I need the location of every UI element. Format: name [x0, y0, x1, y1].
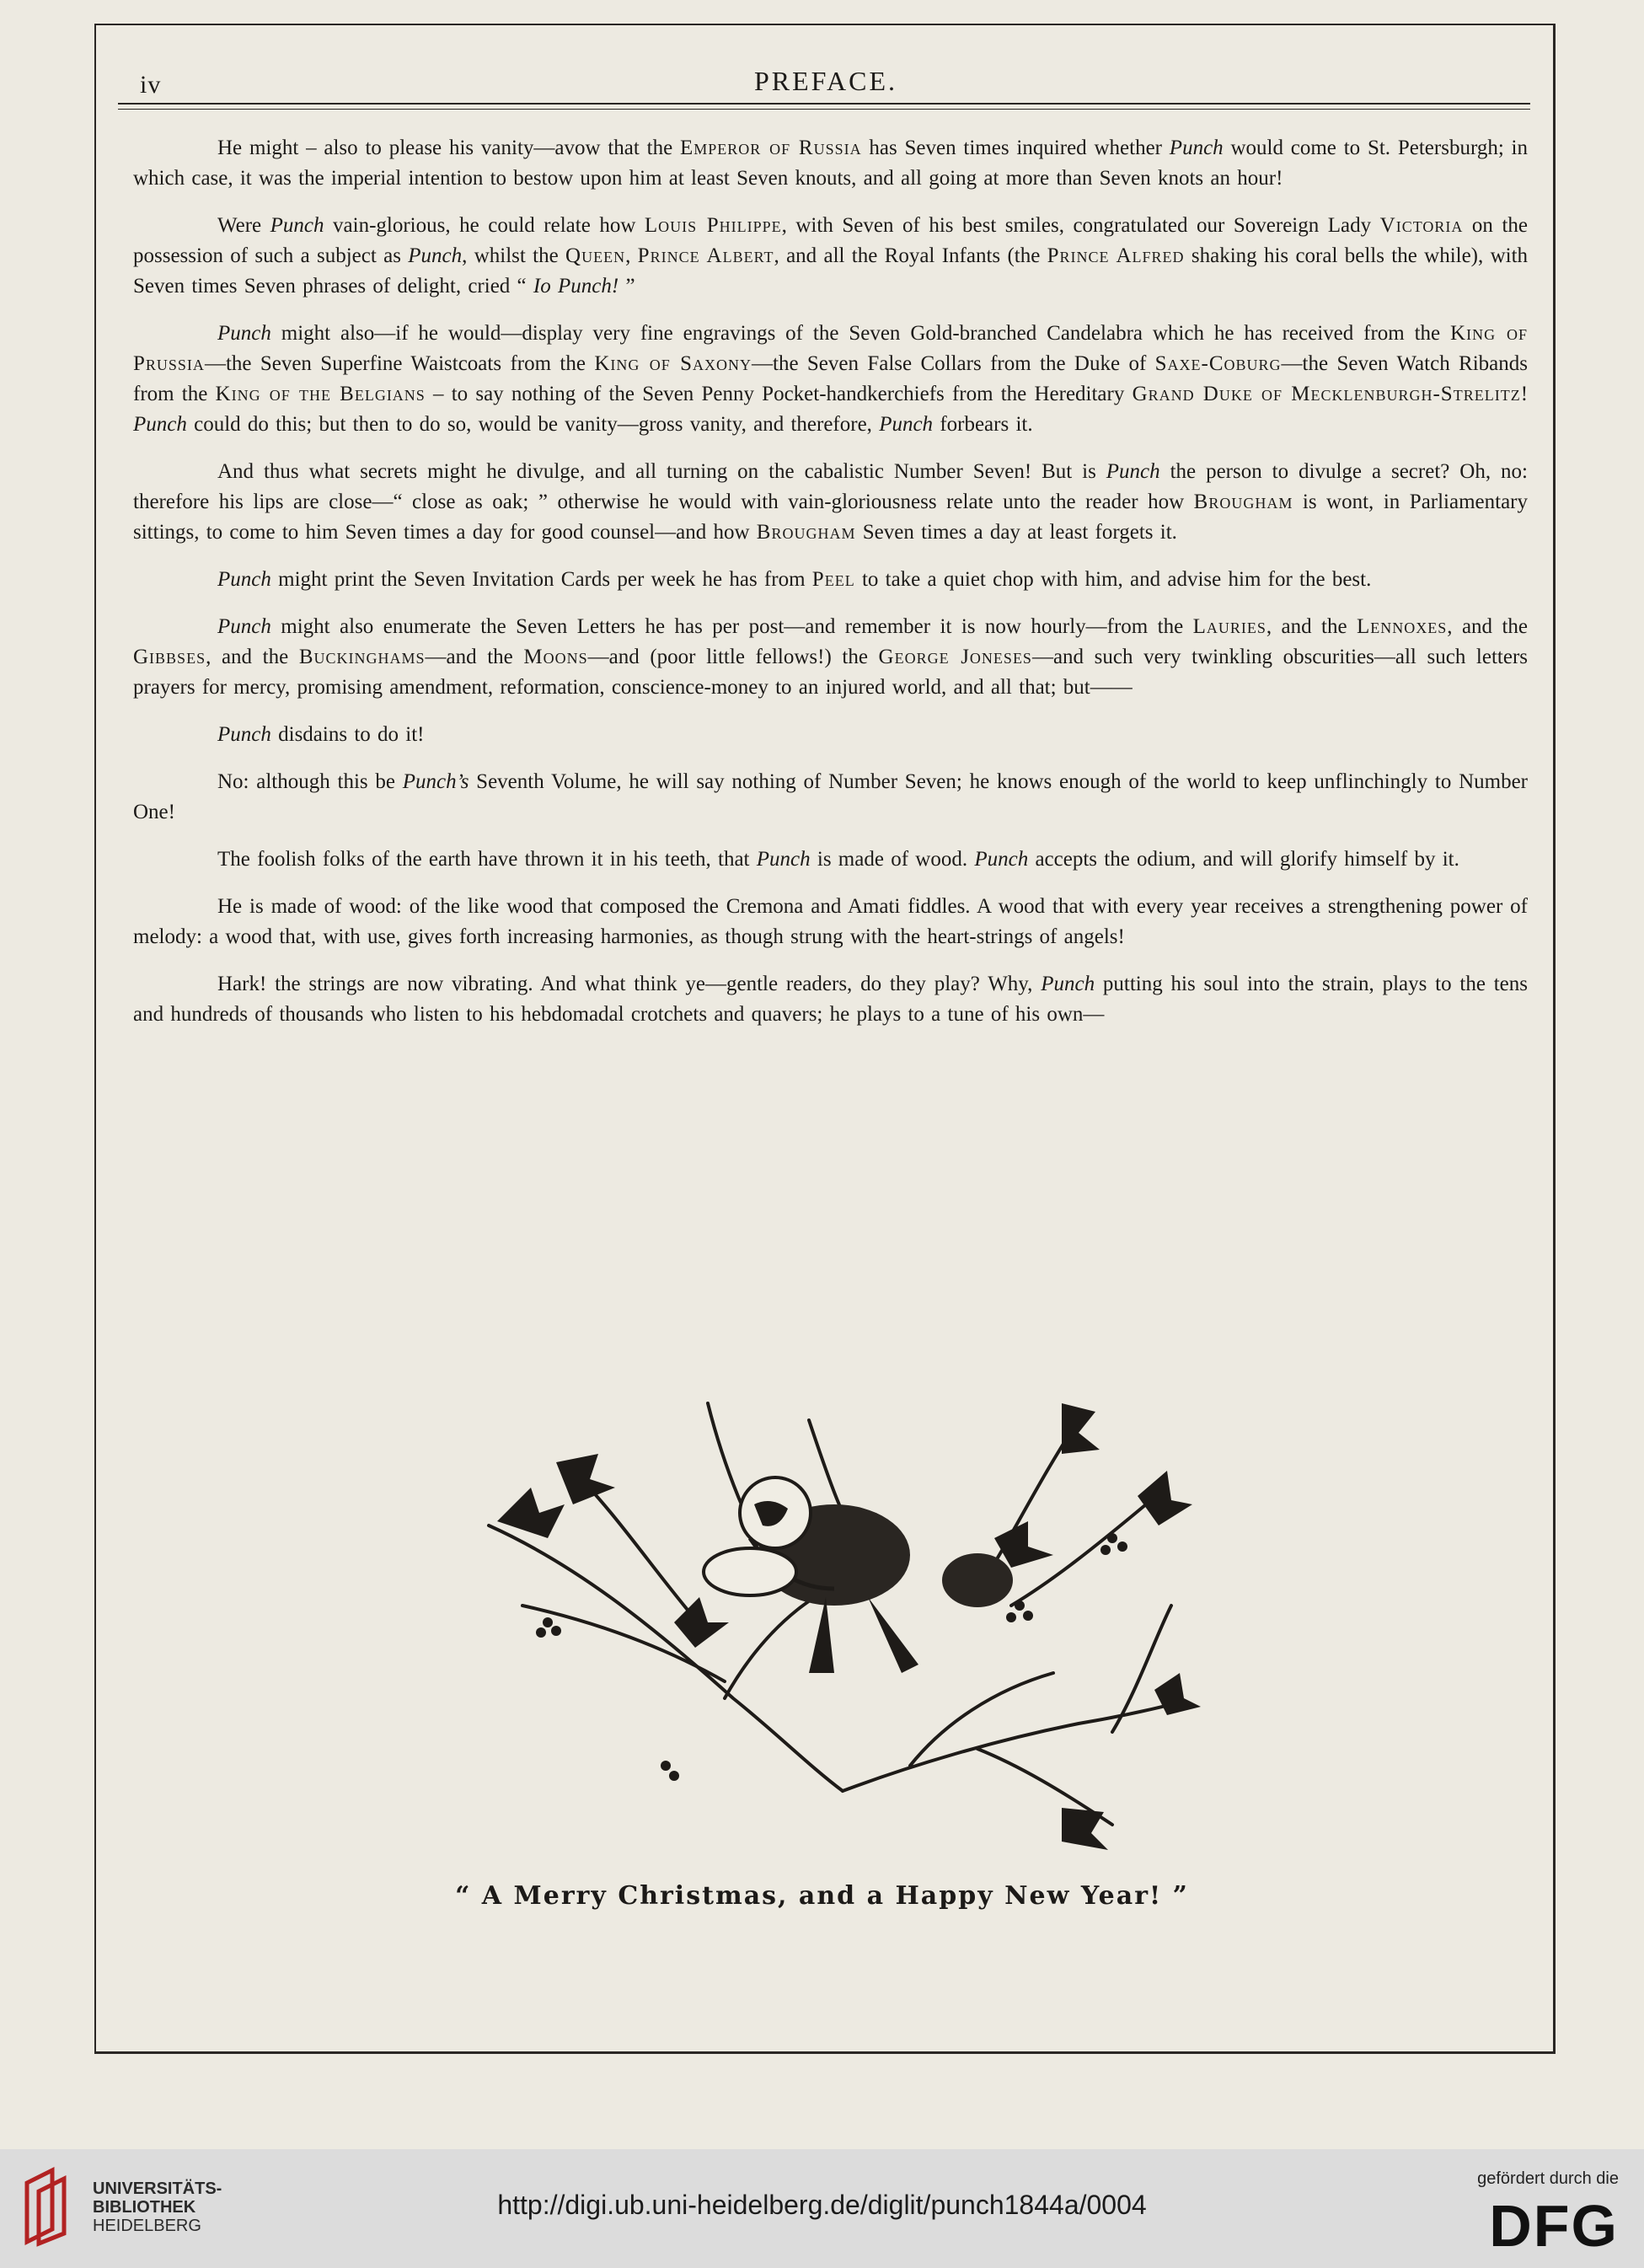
- viewer-footer: [0, 2149, 1644, 2268]
- page-border-left: [94, 24, 96, 2053]
- page-border-right: [1553, 24, 1556, 2053]
- small-caps-name: Grand Duke of Mecklenburgh-Strelitz: [1132, 383, 1521, 405]
- small-caps-name: King of the Belgians: [215, 383, 426, 405]
- preface-paragraph: He is made of wood: of the like wood that composed the Cremona and Amati fiddles. A wood that with every year receives a strengthening power of melody: a wood that, with use, gives forth increasing harmonies, as though strung with the heart-strings of angels!: [133, 895, 1528, 948]
- preface-paragraph: He might – also to please his vanity—avow that the Emperor of Russia has Seven times inquired whether Punch would come to St. Petersburgh; in which case, it was the imperial intention to bestow upon him at least Seven knouts, and all going at more than Seven knots an hour!: [133, 137, 1529, 190]
- library-name: UNIVERSITÄTS- BIBLIOTHEK HEIDELBERG: [93, 2180, 222, 2235]
- italic-text: Punch’s: [402, 770, 469, 793]
- italic-text: Punch: [408, 244, 463, 267]
- preface-paragraph: And thus what secrets might he divulge, and all turning on the cabalistic Number Seven! But is Punch the person to divulge a secret? Oh, no: therefore his lips are close—“ close as oak; ” otherwise he would with vain-gloriousness relate unto the reader how Brougham is wont, in Parliamentary sittings, to come to him Seven times a day for good counsel—and how Brougham Seven times a day at least forgets it.: [133, 460, 1529, 544]
- page-number: iv: [140, 71, 162, 99]
- page-title: PREFACE.: [753, 66, 898, 96]
- small-caps-name: Prince Albert: [637, 244, 774, 267]
- small-caps-name: Gibbses: [133, 646, 206, 668]
- christmas-caption: “ A Merry Christmas, and a Happy New Year! ”: [455, 1881, 1189, 1911]
- italic-text: Punch: [1169, 137, 1224, 159]
- italic-text: Punch: [879, 413, 934, 436]
- page-border-bottom: [94, 2051, 1556, 2054]
- small-caps-name: Saxe-Coburg: [1154, 352, 1282, 375]
- small-caps-name: Moons: [523, 646, 588, 668]
- small-caps-name: Buckinghams: [298, 646, 426, 668]
- preface-paragraph: Hark! the strings are now vibrating. And what think ye—gentle readers, do they play? Why, Punch putting his soul into the strain, plays to the tens and hundreds of thousands who listen to his hebdomadal crotchets and quavers; he plays to a tune of his own—: [133, 973, 1528, 1026]
- header-rule-thin: [118, 109, 1530, 110]
- italic-text: Punch: [133, 413, 187, 436]
- preface-paragraph: Were Punch vain-glorious, he could relate how Louis Philippe, with Seven of his best smiles, congratulated our Sovereign Lady Victoria on the possession of such a subject as Punch, whilst the Queen, Prince Albert, and all the Royal Infants (the Prince Alfred shaking his coral bells the while), with Seven times Seven phrases of delight, cried “ Io Punch! ”: [133, 214, 1529, 298]
- small-caps-name: Louis Philippe: [644, 214, 782, 237]
- running-header: [118, 66, 1534, 106]
- italic-text: Punch: [1106, 460, 1160, 483]
- preface-paragraph: Punch might print the Seven Invitation Cards per week he has from Peel to take a quiet chop with him, and advise him for the best.: [217, 568, 1372, 591]
- page-border-top: [94, 24, 1556, 25]
- small-caps-name: King of Saxony: [594, 352, 752, 375]
- small-caps-name: Brougham: [756, 521, 856, 544]
- preface-paragraph: Punch might also enumerate the Seven Letters he has per post—and remember it is now hourly—from the Lauries, and the Lennoxes, and the Gibbses, and the Buckinghams—and the Moons—and (poor little fellows!) the George Joneses—and such very twinkling obscurities—all such letters prayers for mercy, promising amendment, reformation, conscience-money to an injured world, and all that; but——: [133, 615, 1529, 699]
- small-caps-name: Lennoxes: [1357, 615, 1448, 638]
- italic-text: Punch: [270, 214, 324, 237]
- small-caps-name: Lauries: [1192, 615, 1266, 638]
- italic-text: Punch: [974, 848, 1029, 871]
- permalink-url[interactable]: http://digi.ub.uni-heidelberg.de/diglit/punch1844a/0004: [497, 2190, 1147, 2220]
- holly-branch-engraving: [472, 1370, 1205, 1850]
- italic-text: Punch: [217, 615, 271, 638]
- preface-paragraph: The foolish folks of the earth have thrown it in his teeth, that Punch is made of wood. Punch accepts the odium, and will glorify himself by it.: [217, 848, 1459, 871]
- preface-paragraph: No: although this be Punch’s Seventh Volume, he will say nothing of Number Seven; he knows enough of the world to keep unflinchingly to Number One!: [133, 770, 1528, 823]
- italic-text: Punch: [217, 568, 271, 591]
- header-rule: [118, 103, 1530, 105]
- small-caps-name: Brougham: [1193, 491, 1293, 513]
- italic-text: Punch: [217, 723, 271, 746]
- italic-text: Io Punch!: [533, 275, 619, 298]
- small-caps-name: George Joneses: [878, 646, 1032, 668]
- preface-body: [133, 133, 1528, 1047]
- punch-holly-illustration: [472, 1370, 1205, 1850]
- small-caps-name: Victoria: [1379, 214, 1464, 237]
- small-caps-name: King of Prussia: [133, 322, 1528, 375]
- small-caps-name: Emperor of Russia: [680, 137, 862, 159]
- dfg-logo: DFG: [1489, 2193, 1619, 2259]
- small-caps-name: Prince Alfred: [1047, 244, 1185, 267]
- italic-text: Punch: [217, 322, 271, 345]
- funding-label: gefördert durch die: [1477, 2169, 1619, 2188]
- italic-text: Punch: [756, 848, 811, 871]
- punch-figure: [704, 1477, 1013, 1673]
- small-caps-name: Peel: [811, 568, 855, 591]
- italic-text: Punch: [1041, 973, 1095, 995]
- preface-paragraph: Punch might also—if he would—display very fine engravings of the Seven Gold-branched Candelabra which he has received from the King of Prussia—the Seven Superfine Waistcoats from the King of Saxony—the Seven False Collars from the Duke of Saxe-Coburg—the Seven Watch Ribands from the King of the Belgians – to say nothing of the Seven Penny Pocket-handkerchiefs from the Hereditary Grand Duke of Mecklenburgh-Strelitz! Punch could do this; but then to do so, would be vanity—gross vanity, and therefore, Punch forbears it.: [133, 322, 1529, 436]
- preface-paragraph: Punch disdains to do it!: [217, 723, 425, 746]
- small-caps-name: Queen: [565, 244, 626, 267]
